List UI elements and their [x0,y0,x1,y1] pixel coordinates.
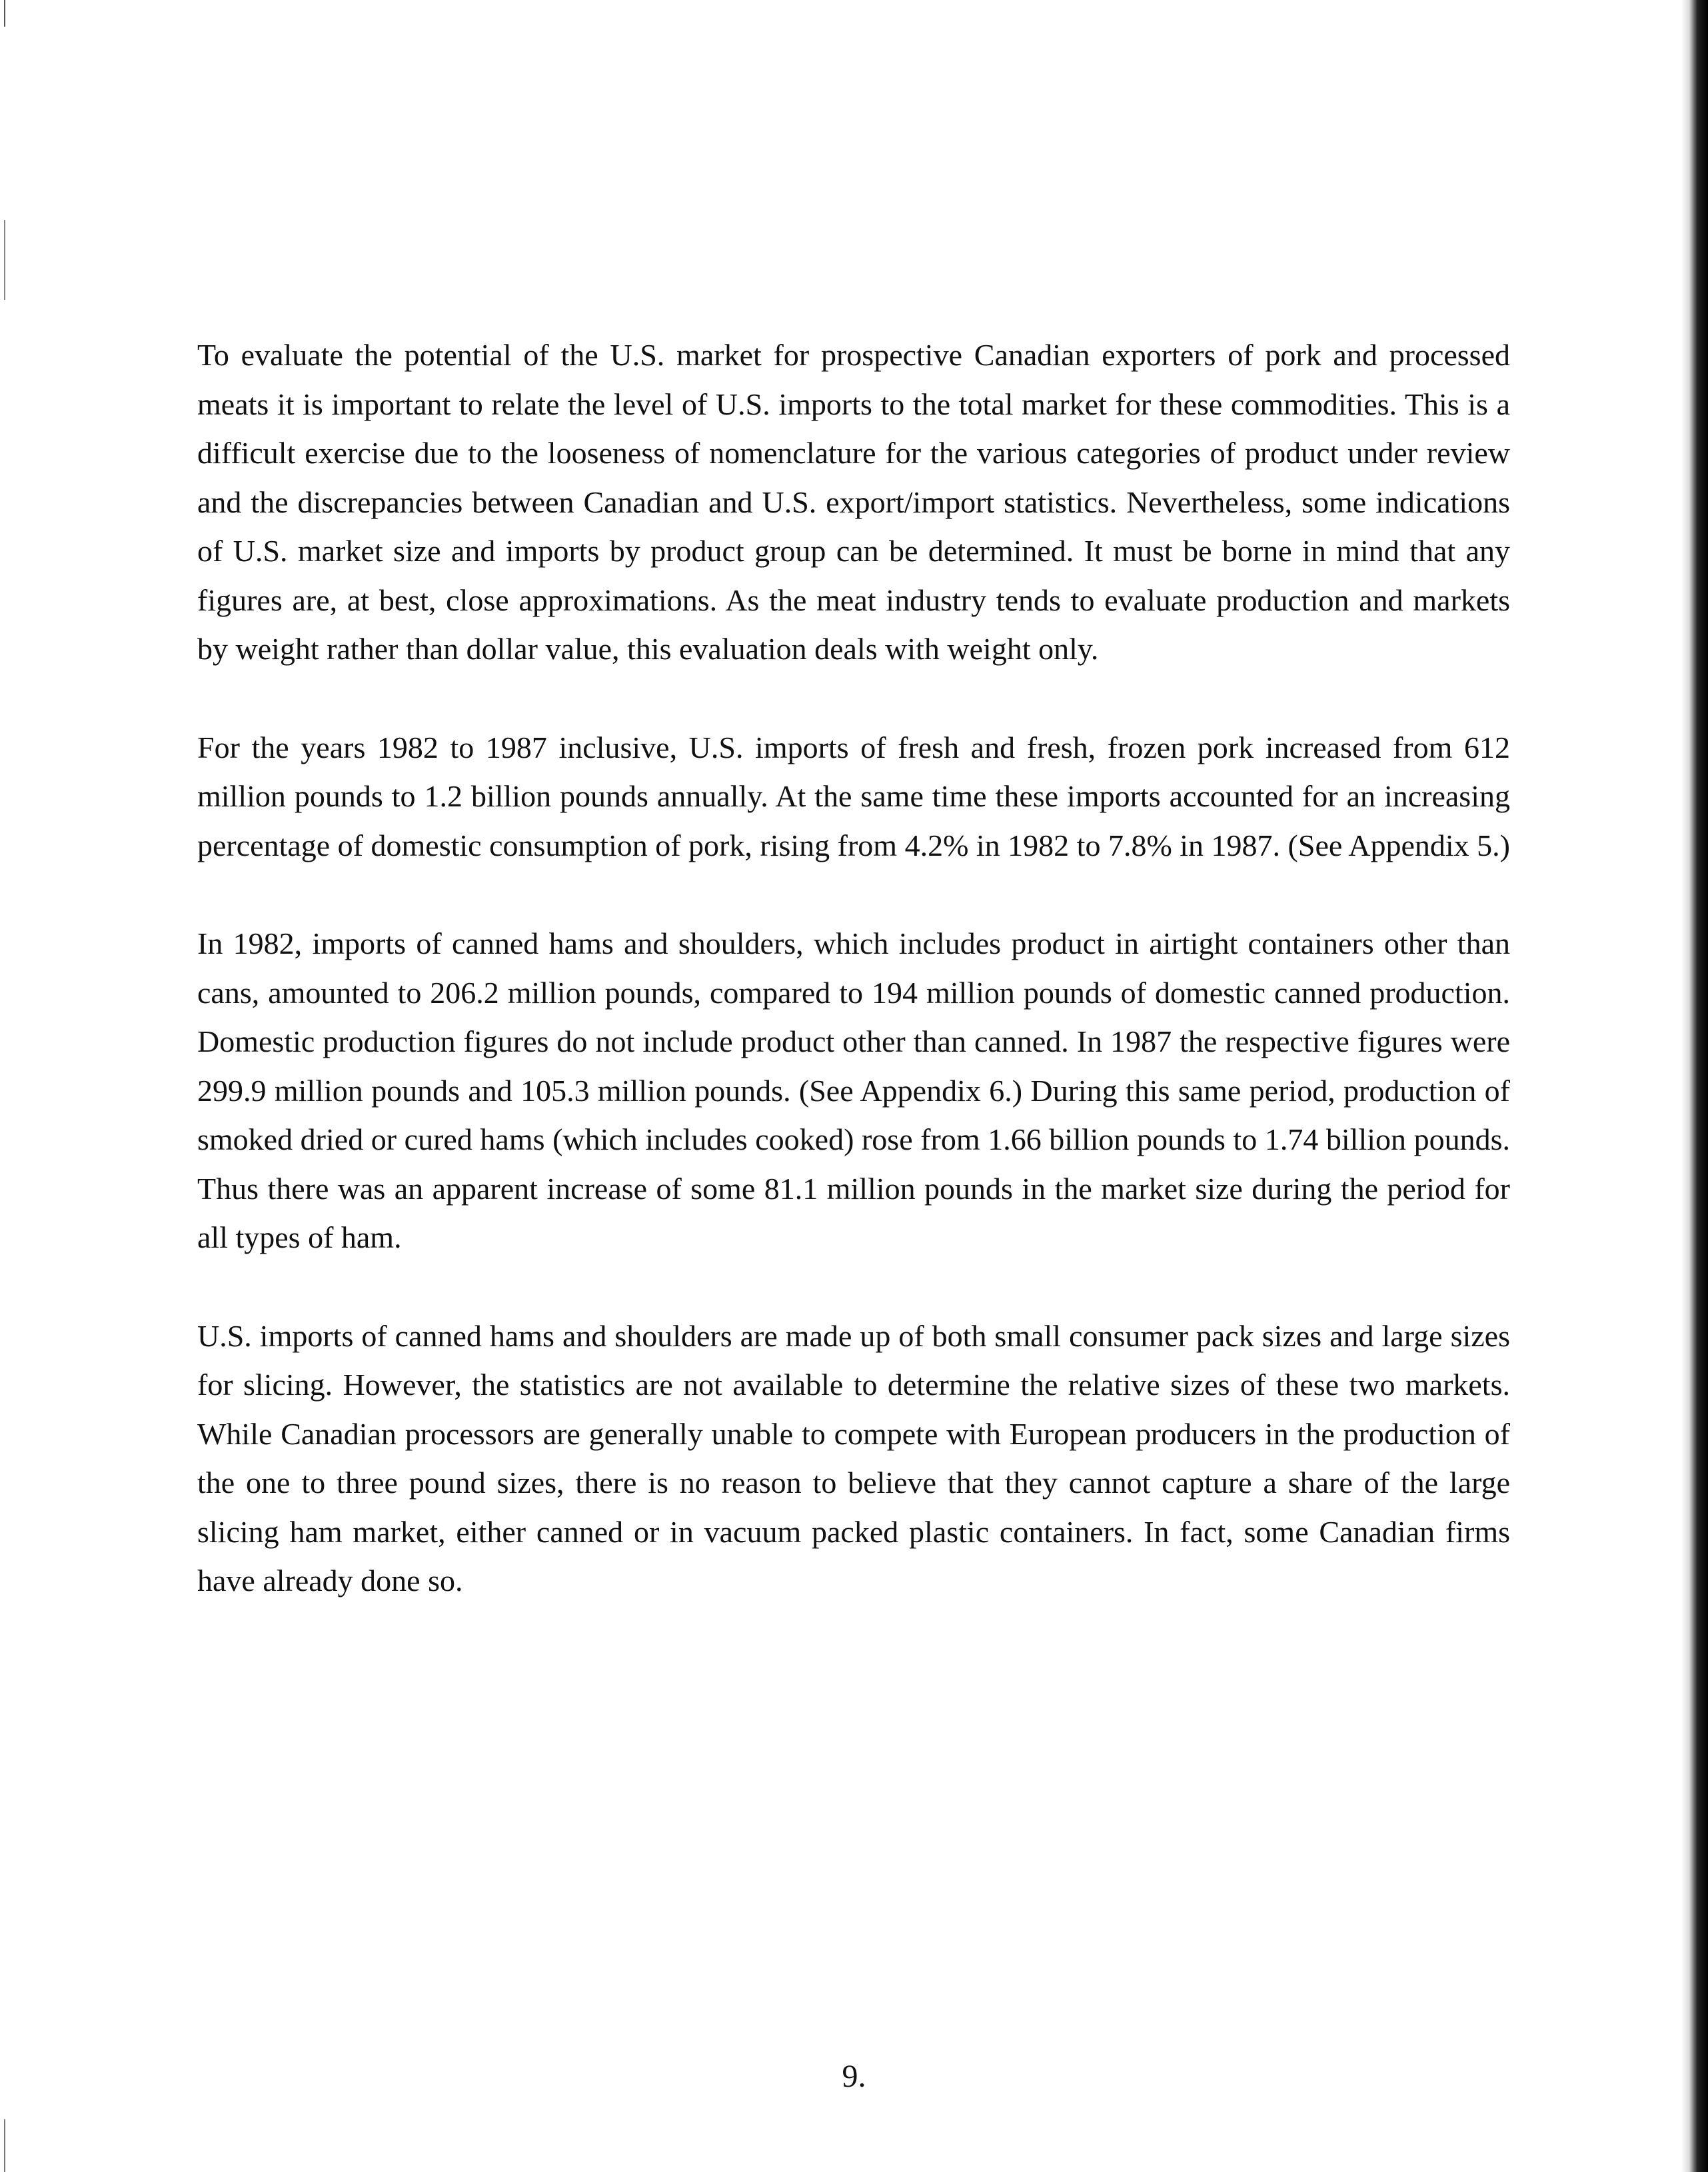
scan-artifact-left-bottom [4,2119,5,2172]
paragraph-pack-sizes: U.S. imports of canned hams and shoulders are made up of both small consumer pack sizes and large sizes for slicing. However, the statistics are not available to determine the relative sizes of these two markets. While Canadian processors are generally unable to compete with European producers in the production of the one to three pound sizes, there is no reason to believe that they cannot capture a share of the large slicing ham market, either canned or in vacuum packed plastic containers. In fact, some Canadian firms have already done so. [197,1318,1510,1598]
paragraph-market-evaluation: To evaluate the potential of the U.S. market for prospective Canadian exporters of pork and processed meats it is important to relate the level of U.S. imports to the total market for these commodities. This is a difficult exercise due to the looseness of nomenclature for the various categories of product under review and the discrepancies between Canadian and U.S. export/import statistics. Nevertheless, some indications of U.S. market size and imports by product group can be determined. It must be borne in mind that any figures are, at best, close approximations. As the meat industry tends to evaluate production and markets by weight rather than dollar value, this evaluation deals with weight only. [197,338,1510,666]
scan-artifact-left-top [4,0,5,27]
page-number: 9. [842,2059,866,2094]
scan-artifact-left-middle [4,220,5,300]
scan-edge-shadow [1681,0,1708,2172]
body-text [197,331,1510,1655]
paragraph-pork-imports: For the years 1982 to 1987 inclusive, U.S. imports of fresh and fresh, frozen pork increased from 612 million pounds to 1.2 billion pounds annually. At the same time these imports accounted for an increasing percentage of domestic consumption of pork, rising from 4.2% in 1982 to 7.8% in 1987. (See Appendix 5.) [197,730,1510,862]
paragraph-canned-hams: In 1982, imports of canned hams and shoulders, which includes product in airtight containers other than cans, amounted to 206.2 million pounds, compared to 194 million pounds of domestic canned production. Domestic production figures do not include product other than canned. In 1987 the respective figures were 299.9 million pounds and 105.3 million pounds. (See Appendix 6.) During this same period, production of smoked dried or cured hams (which includes cooked) rose from 1.66 billion pounds to 1.74 billion pounds. Thus there was an apparent increase of some 81.1 million pounds in the market size during the period for all types of ham. [197,926,1510,1254]
